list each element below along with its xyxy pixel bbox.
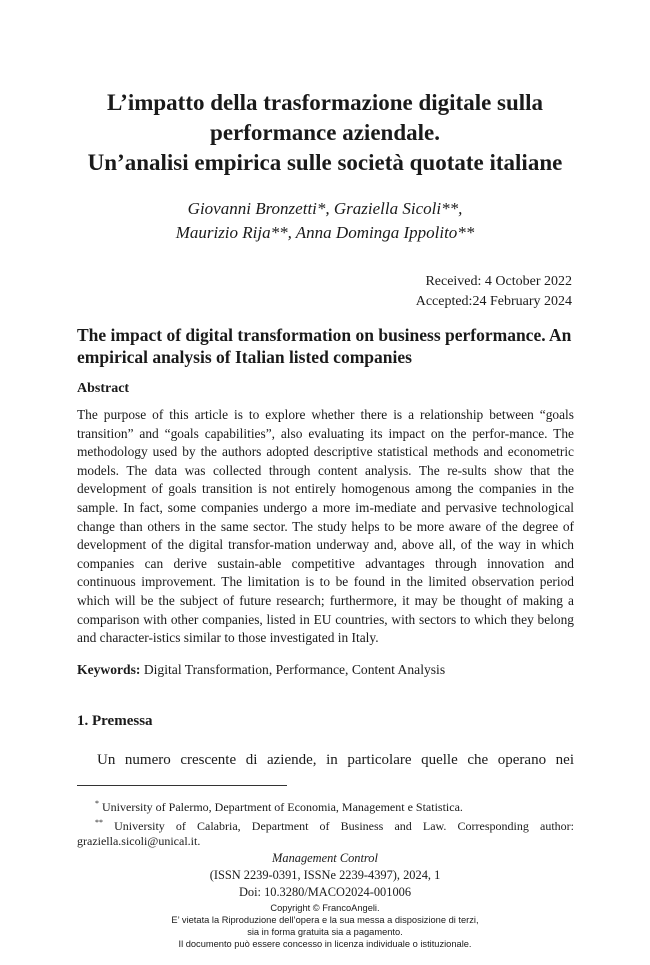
copyright-line-4: Il documento può essere concesso in licenza individuale o istituzionale. (178, 939, 472, 949)
copyright-line-2: E’ vietata la Riproduzione dell’opera e la sua messa a disposizione di terzi, (171, 915, 479, 925)
authors-line-1: Giovanni Bronzetti*, Graziella Sicoli**, (187, 199, 463, 218)
copyright-line-1: Copyright © FrancoAngeli. (270, 903, 380, 913)
journal-info (40, 850, 610, 901)
footnote-1 (77, 796, 574, 815)
title-line-1: L’impatto della trasformazione digitale sulla (106, 90, 544, 115)
footnote-1-marker: * (95, 799, 99, 808)
abstract-heading: Abstract (77, 381, 130, 396)
footnote-2-marker: ** (95, 818, 103, 827)
journal-doi: Doi: 10.3280/MACO2024-001006 (238, 885, 412, 899)
footnote-2-text: University of Calabria, Department of Business and Law. Corresponding author: graziella.sicoli@unical.it. (77, 819, 574, 848)
title-line-3: Un’analisi empirica sulle società quotate italiane (87, 150, 563, 175)
author-list (40, 197, 610, 245)
keywords-text: Digital Transformation, Performance, Content Analysis (140, 662, 446, 677)
footnotes (77, 796, 574, 849)
journal-issn: (ISSN 2239-0391, ISSNe 2239-4397), 2024, 1 (209, 868, 441, 882)
keywords-label: Keywords: (77, 662, 141, 677)
journal-name: Management Control (272, 851, 378, 865)
authors-line-2: Maurizio Rija**, Anna Dominga Ippolito** (175, 223, 475, 242)
section-body: Un numero crescente di aziende, in particolare quelle che operano nei (97, 752, 574, 768)
submission-dates (416, 272, 572, 312)
accepted-date: Accepted:24 February 2024 (415, 294, 572, 309)
copyright-notice (40, 902, 610, 950)
journal-line (40, 850, 610, 884)
footnote-divider (77, 785, 287, 786)
english-title: The impact of digital transformation on business performance. An empirical analysis of Italian listed companies (77, 325, 572, 367)
footnote-2 (77, 815, 574, 849)
title-line-2: performance aziendale. (210, 120, 440, 145)
keywords (77, 662, 445, 678)
article-title (40, 88, 610, 178)
section-heading: 1. Premessa (77, 713, 153, 729)
copyright-line-3: sia in forma gratuita sia a pagamento. (247, 927, 403, 937)
abstract-body: The purpose of this article is to explore whether there is a relationship between “goals transition” and “goals capabilities”, also evaluating its impact on the perfor-mance. The methodology used by the authors adopted descriptive statistical methods and econometric models. The data was collected through content analysis. The re-sults show that the development of goals transition is not entirely homogenous among the companies in the sample. In fact, some companies undergo a more im-mediate and pervasive technological change than others in the same sector. The study helps to be more aware of the degree of development of the digital transfor-mation underway and, above all, of the way in which companies can derive sustain-able competitive advantages through innovation and continuous improvement. The limitation is to be found in the limited observation period which will be the subject of future research; furthermore, it may be thought of making a comparison with other companies, listed in EU countries, with sectors to which they belong and character-istics similar to those investigated in Italy. (77, 407, 574, 646)
received-date: Received: 4 October 2022 (425, 274, 572, 289)
footnote-1-text: University of Palermo, Department of Economia, Management e Statistica. (99, 800, 463, 814)
